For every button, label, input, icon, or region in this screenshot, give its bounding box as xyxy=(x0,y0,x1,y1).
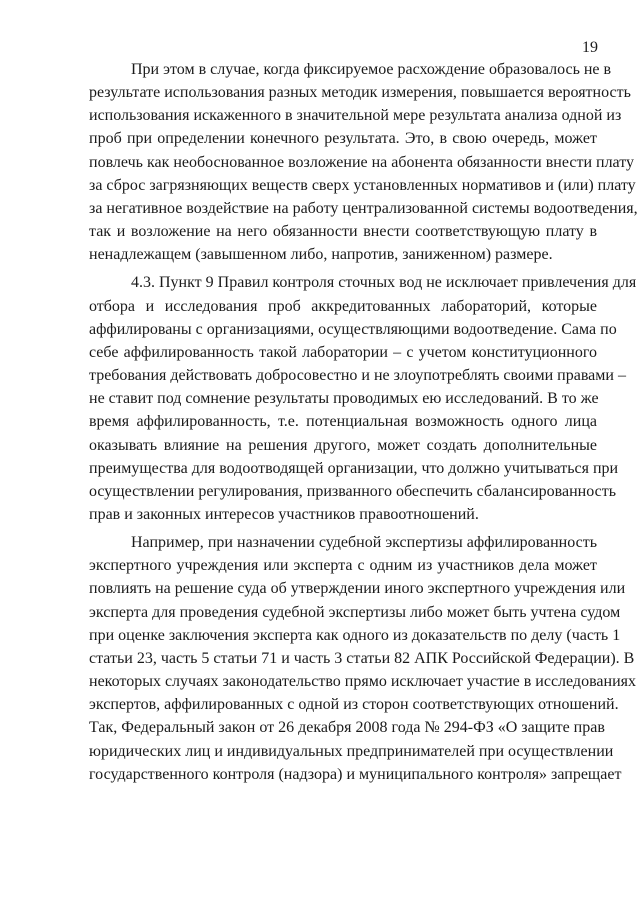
text-line: осуществлении регулирования, призванного обеспечить сбалансированность xyxy=(89,482,616,500)
text-line: эксперта для проведения судебной экспертизы либо может быть учтена судом xyxy=(89,603,621,621)
text-line: Например, при назначении судебной экспертизы аффилированность xyxy=(131,534,597,552)
text-line: ненадлежащем (завышенном либо, напротив, заниженном) размере. xyxy=(89,246,553,264)
text-line: время аффилированность, т.е. потенциальная возможность одного лица xyxy=(89,413,597,431)
text-line: При этом в случае, когда фиксируемое расхождение образовалось не в xyxy=(131,61,612,78)
text-line: 4.3. Пункт 9 Правил контроля сточных вод не исключает привлечения для xyxy=(131,274,637,292)
text-line: государственного контроля (надзора) и муниципального контроля» запрещает xyxy=(89,765,622,783)
paragraph-1 xyxy=(89,58,638,266)
text-line: юридических лиц и индивидуальных предпринимателей при осуществлении xyxy=(89,742,614,760)
text-line: некоторых случаях законодательство прямо исключает участие в исследованиях xyxy=(89,673,636,691)
text-line: аффилированы с организациями, осуществляющими водоотведение. Сама по xyxy=(89,320,617,338)
text-line: отбора и исследования проб аккредитованных лабораторий, которые xyxy=(89,297,597,315)
text-line: проб при определении конечного результата. Это, в свою очередь, может xyxy=(89,130,597,148)
text-line: экспертного учреждения или эксперта с одним из участников дела может xyxy=(89,557,597,575)
text-line: повлечь как необоснованное возложение на абонента обязанности внести плату xyxy=(89,153,635,171)
document-body xyxy=(89,58,638,786)
text-line: за негативное воздействие на работу централизованной системы водоотведения, xyxy=(89,199,638,217)
page-number: 19 xyxy=(582,39,598,56)
text-line: при оценке заключения эксперта как одного из доказательств по делу (часть 1 xyxy=(89,626,621,644)
text-line: прав и законных интересов участников правоотношений. xyxy=(89,505,479,523)
text-line: за сброс загрязняющих веществ сверх установленных нормативов и (или) плату xyxy=(89,176,636,194)
text-line: статьи 23, часть 5 статьи 71 и часть 3 статьи 82 АПК Российской Федерации). В xyxy=(89,649,635,667)
paragraph-3 xyxy=(89,531,636,786)
text-line: экспертов, аффилированных с одной из сторон соответствующих отношений. xyxy=(89,696,619,714)
text-line: так и возложение на него обязанности внести соответствующую плату в xyxy=(89,223,597,241)
text-line: себе аффилированность такой лаборатории – с учетом конституционного xyxy=(89,343,597,361)
text-line: оказывать влияние на решения другого, может создать дополнительные xyxy=(89,436,597,454)
text-line: повлиять на решение суда об утверждении иного экспертного учреждения или xyxy=(89,580,626,598)
text-line: результате использования разных методик измерения, повышается вероятность xyxy=(89,84,631,102)
text-line: требования действовать добросовестно и не злоупотреблять своими правами – xyxy=(89,367,626,385)
text-line: не ставит под сомнение результаты проводимых ею исследований. В то же xyxy=(89,390,599,408)
text-line: Так, Федеральный закон от 26 декабря 2008 года № 294-ФЗ «О защите прав xyxy=(89,719,605,737)
text-line: преимущества для водоотводящей организации, что должно учитываться при xyxy=(89,459,619,477)
paragraph-2 xyxy=(89,271,637,526)
text-line: использования искаженного в значительной мере результата анализа одной из xyxy=(89,107,622,125)
